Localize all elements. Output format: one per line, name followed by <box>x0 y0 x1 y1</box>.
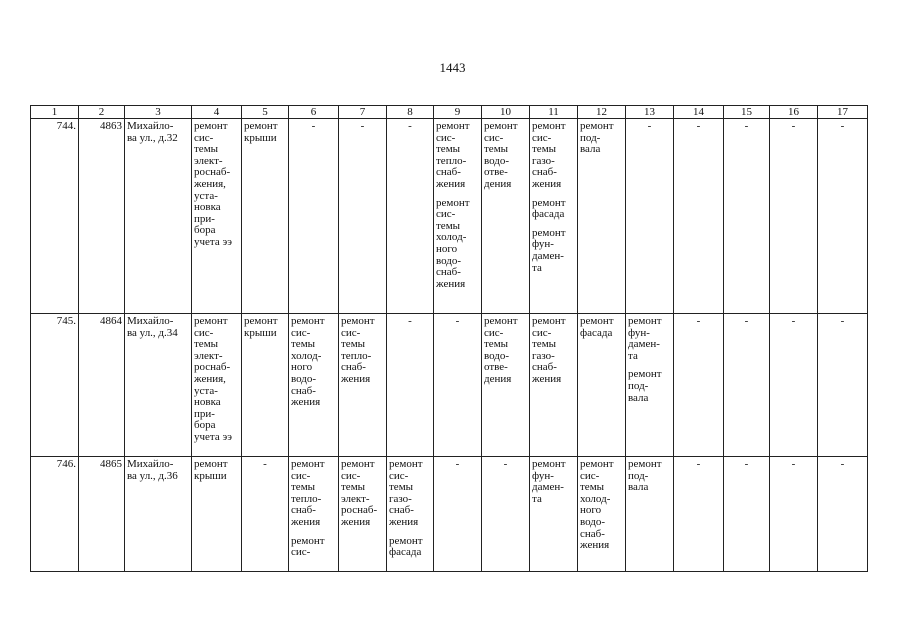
work-entry: ремонт сис- темы газо- снаб- жения <box>389 458 423 528</box>
row-number: 745. <box>31 314 79 457</box>
work-entry: ремонт сис- темы газо- снаб- жения <box>532 315 566 385</box>
work-cell <box>674 457 724 572</box>
work-cell <box>339 457 387 572</box>
house-code: 4865 <box>79 457 125 572</box>
work-entry: ремонт сис- темы холод- ного водо- снаб- жения <box>291 315 325 409</box>
work-cell <box>674 119 724 314</box>
work-cell <box>387 119 434 314</box>
work-entry: ремонт сис- темы элект- роснаб- жения, уста- новка при- бора учета ээ <box>194 315 232 443</box>
work-cell <box>192 314 242 457</box>
work-cell <box>192 119 242 314</box>
empty-dash: - <box>455 458 460 470</box>
work-entry: ремонт сис- темы газо- снаб- жения <box>532 120 566 190</box>
column-header: 4 <box>192 106 242 119</box>
empty-dash: - <box>263 458 267 470</box>
empty-dash: - <box>311 120 316 132</box>
column-header: 6 <box>289 106 339 119</box>
work-cell <box>626 314 674 457</box>
column-header: 11 <box>530 106 578 119</box>
work-entry: ремонт сис- темы элект- роснаб- жения, уста- новка при- бора учета ээ <box>194 120 232 248</box>
empty-dash: - <box>744 315 749 327</box>
column-header: 7 <box>339 106 387 119</box>
address-text: Михайло- ва ул., д.34 <box>127 315 178 339</box>
column-header: 17 <box>818 106 868 119</box>
empty-dash: - <box>408 315 412 327</box>
page-number: 1443 <box>439 60 466 75</box>
empty-dash: - <box>840 458 845 470</box>
column-header: 3 <box>125 106 192 119</box>
empty-dash: - <box>647 120 652 132</box>
work-entry: ремонт под- вала <box>580 120 614 156</box>
work-cell <box>289 119 339 314</box>
work-entry: ремонт сис- темы водо- отве- дения <box>484 120 518 190</box>
work-entry: ремонт крыши <box>244 120 278 144</box>
empty-dash: - <box>696 120 701 132</box>
work-cell <box>818 314 868 457</box>
work-cell <box>242 119 289 314</box>
house-address <box>125 457 192 572</box>
work-entry: ремонт сис- <box>291 534 325 559</box>
column-header: 2 <box>79 106 125 119</box>
work-cell <box>770 457 818 572</box>
address-text: Михайло- ва ул., д.36 <box>127 458 178 482</box>
house-address <box>125 119 192 314</box>
work-entry: ремонт сис- темы холод- ного водо- снаб- жения <box>580 458 614 552</box>
work-entry: ремонт сис- темы тепло- снаб- жения <box>341 315 375 385</box>
work-entry: ремонт сис- темы водо- отве- дения <box>484 315 518 385</box>
empty-dash: - <box>791 458 796 470</box>
work-cell <box>339 314 387 457</box>
empty-dash: - <box>455 315 460 327</box>
work-entry: ремонт под- вала <box>628 458 662 494</box>
work-entry: ремонт фун- дамен- та <box>532 458 566 505</box>
table-row <box>31 457 868 572</box>
work-cell <box>482 457 530 572</box>
work-entry: ремонт фасада <box>389 534 423 559</box>
work-cell <box>192 457 242 572</box>
work-cell <box>387 457 434 572</box>
address-text: Михайло- ва ул., д.32 <box>127 120 178 144</box>
column-header: 16 <box>770 106 818 119</box>
table-row <box>31 314 868 457</box>
column-number-row <box>31 106 868 119</box>
work-entry: ремонт сис- темы тепло- снаб- жения <box>436 120 470 190</box>
work-entry: ремонт сис- темы тепло- снаб- жения <box>291 458 325 528</box>
work-cell <box>242 314 289 457</box>
work-entry: ремонт сис- темы элект- роснаб- жения <box>341 458 378 528</box>
column-header: 14 <box>674 106 724 119</box>
work-entry: ремонт фун- дамен- та <box>532 226 566 274</box>
empty-dash: - <box>696 315 701 327</box>
work-cell <box>530 457 578 572</box>
work-cell <box>626 119 674 314</box>
column-header: 12 <box>578 106 626 119</box>
work-cell <box>724 457 770 572</box>
work-entry: ремонт фун- дамен- та <box>628 315 662 362</box>
repair-schedule-table <box>30 105 868 572</box>
work-cell <box>530 119 578 314</box>
work-cell <box>770 314 818 457</box>
empty-dash: - <box>696 458 701 470</box>
work-cell <box>578 119 626 314</box>
empty-dash: - <box>744 458 749 470</box>
column-header: 10 <box>482 106 530 119</box>
work-cell <box>578 314 626 457</box>
empty-dash: - <box>408 120 412 132</box>
work-entry: ремонт фасада <box>532 196 566 221</box>
work-cell <box>626 457 674 572</box>
column-header: 15 <box>724 106 770 119</box>
work-cell <box>434 314 482 457</box>
work-cell <box>770 119 818 314</box>
empty-dash: - <box>840 315 845 327</box>
column-header: 8 <box>387 106 434 119</box>
column-header: 5 <box>242 106 289 119</box>
empty-dash: - <box>744 120 749 132</box>
work-cell <box>724 314 770 457</box>
row-number: 744. <box>31 119 79 314</box>
row-number: 746. <box>31 457 79 572</box>
empty-dash: - <box>840 120 845 132</box>
empty-dash: - <box>503 458 508 470</box>
work-cell <box>434 119 482 314</box>
house-code: 4864 <box>79 314 125 457</box>
empty-dash: - <box>791 315 796 327</box>
column-header: 9 <box>434 106 482 119</box>
column-header: 13 <box>626 106 674 119</box>
work-cell <box>482 314 530 457</box>
work-entry: ремонт сис- темы холод- ного водо- снаб- жения <box>436 196 470 290</box>
work-cell <box>387 314 434 457</box>
work-cell <box>289 314 339 457</box>
work-cell <box>339 119 387 314</box>
work-cell <box>289 457 339 572</box>
work-entry: ремонт крыши <box>194 458 228 482</box>
work-cell <box>724 119 770 314</box>
empty-dash: - <box>360 120 365 132</box>
work-cell <box>530 314 578 457</box>
column-header: 1 <box>31 106 79 119</box>
house-code: 4863 <box>79 119 125 314</box>
work-entry: ремонт фасада <box>580 315 614 339</box>
work-cell <box>578 457 626 572</box>
work-entry: ремонт крыши <box>244 315 278 339</box>
work-entry: ремонт под- вала <box>628 368 662 404</box>
work-cell <box>818 119 868 314</box>
house-address <box>125 314 192 457</box>
empty-dash: - <box>791 120 796 132</box>
work-cell <box>434 457 482 572</box>
work-cell <box>242 457 289 572</box>
work-cell <box>818 457 868 572</box>
table-row <box>31 119 868 314</box>
work-cell <box>674 314 724 457</box>
work-cell <box>482 119 530 314</box>
